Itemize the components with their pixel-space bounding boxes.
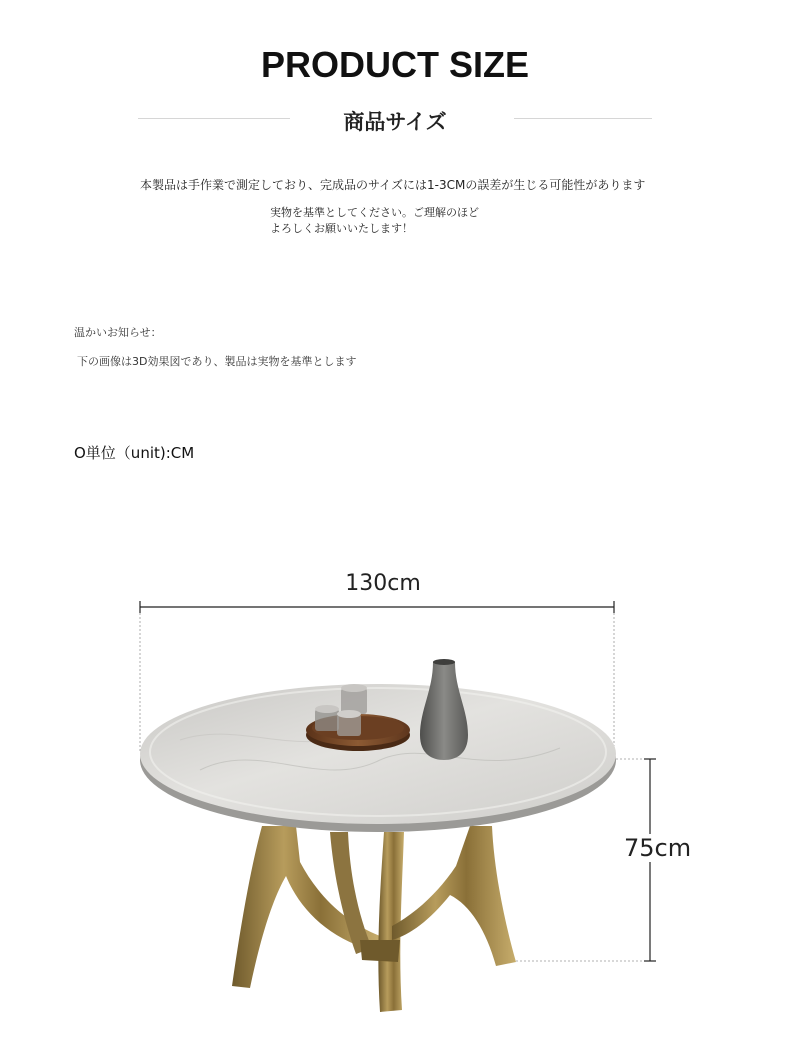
reference-note-line2: よろしくお願いいたします！ [270, 222, 413, 235]
page-subtitle: 商品サイズ [343, 110, 447, 134]
marble-tabletop [140, 684, 616, 832]
ceramic-vase [420, 659, 468, 760]
unit-label: O単位（unit):CM [74, 444, 195, 462]
measurement-note: 本製品は手作業で測定しており、完成品のサイズには1-3CMの誤差が生じる可能性があります [140, 178, 646, 192]
warm-notice-title: 温かいお知らせ： [74, 326, 162, 339]
warm-notice-body: 下の画像は3D効果図であり、製品は実物を基準とします [77, 355, 357, 368]
height-label: 75cm [624, 834, 692, 862]
width-label: 130cm [345, 571, 421, 596]
reference-note-line1: 実物を基準としてください。ご理解のほど [270, 206, 479, 219]
page-title: PRODUCT SIZE [260, 44, 529, 85]
table-base [232, 826, 516, 1012]
